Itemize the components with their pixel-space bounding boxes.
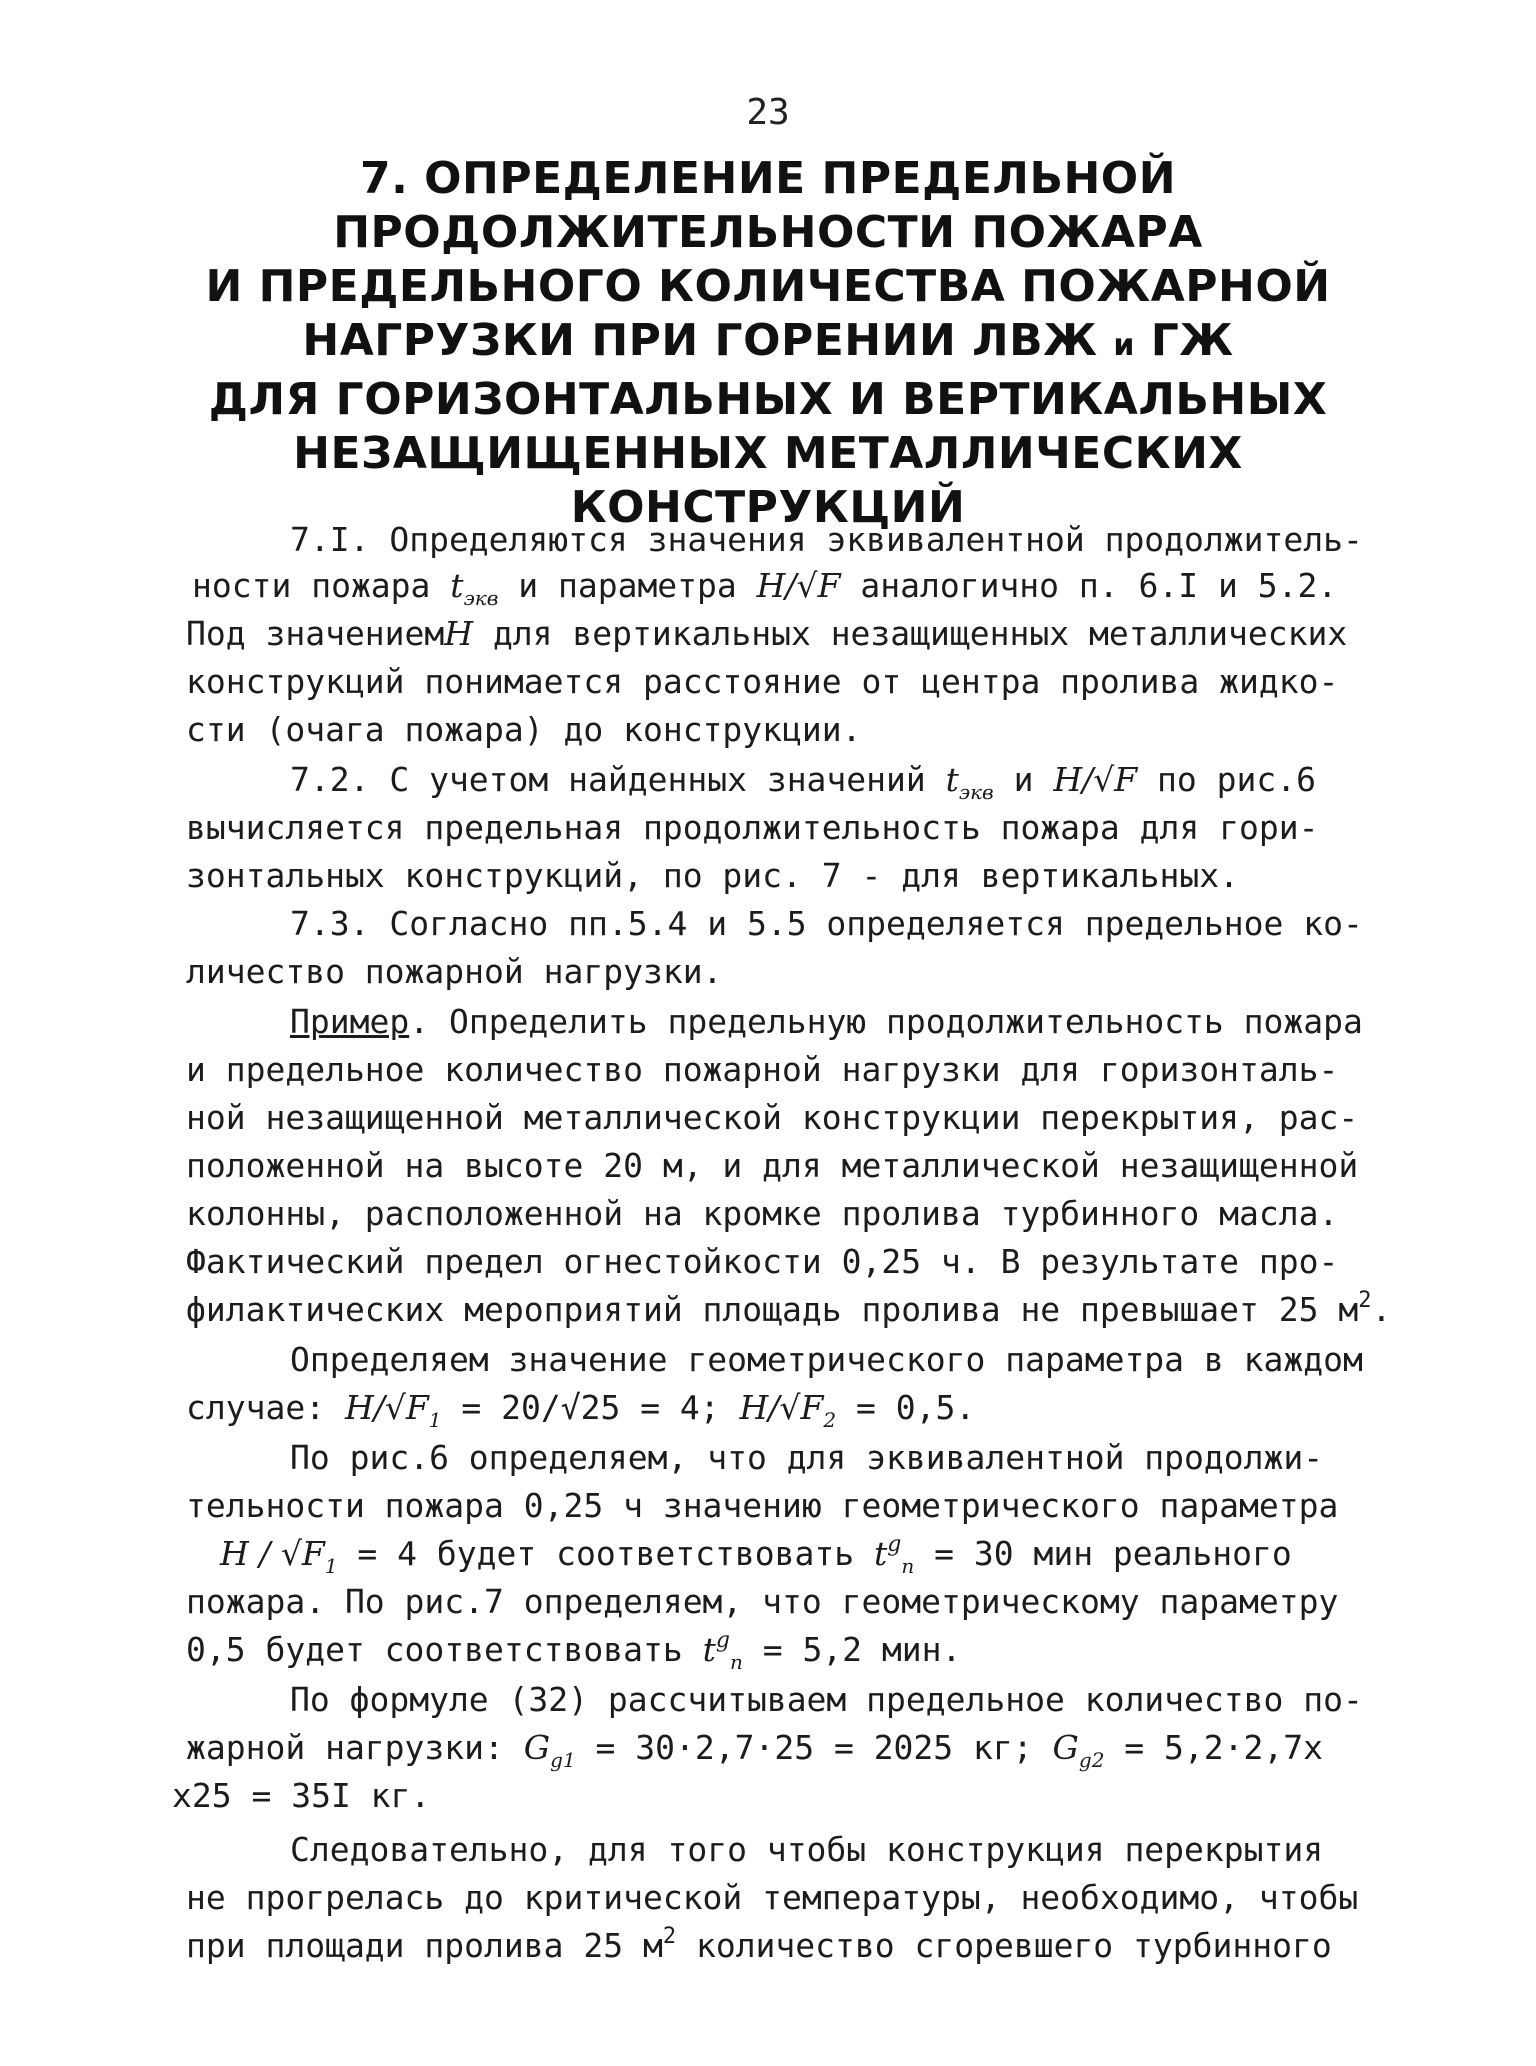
text-span: и <box>1013 760 1034 799</box>
page-number: 23 <box>746 92 790 133</box>
formula: H / $√F_1$ <box>220 1534 338 1578</box>
text-span: . Определить предельную продолжительность пожара <box>409 1002 1363 1041</box>
text-span: при площади пролива 25 м <box>186 1926 663 1965</box>
formula: H <box>444 614 474 653</box>
text-line: тельности пожара 0,25 ч значению геометрического параметра <box>186 1486 1339 1525</box>
section-heading <box>140 152 1396 535</box>
formula: H/√F <box>756 566 841 605</box>
text-line <box>186 614 1347 653</box>
text-line: сти (очага пожара) до конструкции. <box>186 710 862 749</box>
text-line: положенной на высоте 20 м, и для металлической незащищенной <box>186 1146 1359 1185</box>
text-span: и параметра <box>518 566 737 605</box>
formula: $H/√F_2$ <box>739 1388 837 1432</box>
text-line <box>186 1728 1323 1772</box>
text-line: зонтальных конструкций, по рис. 7 - для вертикальных. <box>186 856 1239 895</box>
superscript: 2 <box>1358 1288 1372 1313</box>
text-line <box>290 1002 1363 1041</box>
text-span: 0,5 будет соответствовать <box>186 1630 683 1669</box>
text-span: = 20/√25 = 4; <box>461 1388 720 1427</box>
formula: H/√F <box>1053 760 1138 799</box>
text-line: По рис.6 определяем, что для эквивалентной продолжи- <box>290 1438 1324 1477</box>
formula: $t_{экв}$ <box>945 760 994 804</box>
text-span: = 5,2·2,7x <box>1124 1728 1323 1767</box>
text-line <box>186 1290 1391 1329</box>
text-span: жарной нагрузки: <box>186 1728 504 1767</box>
text-span: = 30 мин реального <box>934 1534 1292 1573</box>
heading-text: НАГРУЗКИ ПРИ ГОРЕНИИ ЛВЖ <box>302 315 1098 366</box>
text-span: = 0,5. <box>855 1388 976 1427</box>
heading-line: 7. ОПРЕДЕЛЕНИЕ ПРЕДЕЛЬНОЙ <box>359 153 1177 204</box>
text-line <box>220 1532 1292 1578</box>
text-line <box>186 1628 962 1674</box>
text-line: x25 = 35I кг. <box>172 1776 431 1815</box>
text-span: случае: <box>186 1388 326 1427</box>
text-line <box>290 760 1316 804</box>
formula: $G_{g1}$ <box>523 1728 576 1772</box>
formula: $t^g_п$ <box>874 1532 915 1578</box>
formula: $G_{g2}$ <box>1052 1728 1105 1772</box>
heading-line: ПРОДОЛЖИТЕЛЬНОСТИ ПОЖАРА <box>333 207 1203 258</box>
text-line: ной незащищенной металлической конструкции перекрытия, рас- <box>186 1098 1359 1137</box>
heading-line <box>140 314 1396 373</box>
text-line: не прогрелась до критической температуры, необходимо, чтобы <box>186 1878 1359 1917</box>
example-label: Пример <box>290 1002 410 1041</box>
text-line: конструкций понимается расстояние от центра пролива жидко- <box>186 662 1339 701</box>
heading-conjunction: и <box>1113 328 1135 363</box>
text-span: Под значением <box>186 614 445 653</box>
text-span: = 5,2 мин. <box>762 1630 962 1669</box>
text-line: Фактический предел огнестойкости 0,25 ч. В результате про- <box>186 1242 1339 1281</box>
superscript: 2 <box>662 1924 677 1949</box>
text-line <box>192 566 1338 610</box>
text-span: . <box>1371 1290 1392 1329</box>
text-line: колонны, расположенной на кромке пролива турбинного масла. <box>186 1194 1339 1233</box>
text-span: = 4 будет соответствовать <box>357 1534 855 1573</box>
text-line: вычисляется предельная продолжительность пожара для гори- <box>186 808 1319 847</box>
text-line: Определяем значение геометрического параметра в каждом <box>290 1340 1363 1379</box>
text-line: пожара. По рис.7 определяем, что геометрическому параметру <box>186 1582 1339 1621</box>
heading-line: ДЛЯ ГОРИЗОНТАЛЬНЫХ И ВЕРТИКАЛЬНЫХ <box>208 374 1328 425</box>
text-span: аналогично п. 6.I и 5.2. <box>860 566 1338 605</box>
text-span: = 30·2,7·25 = 2025 кг; <box>595 1728 1033 1767</box>
text-line <box>186 1388 976 1432</box>
text-span: ности пожара <box>192 566 431 605</box>
text-span: 7.2. С учетом найденных значений <box>290 760 926 799</box>
heading-line: И ПРЕДЕЛЬНОГО КОЛИЧЕСТВА ПОЖАРНОЙ <box>205 261 1331 312</box>
text-line: Следовательно, для того чтобы конструкция перекрытия <box>290 1830 1324 1869</box>
text-line: и предельное количество пожарной нагрузки для горизонталь- <box>186 1050 1339 1089</box>
text-line <box>186 1926 1332 1965</box>
text-line: личество пожарной нагрузки. <box>186 952 723 991</box>
heading-text: ГЖ <box>1150 315 1234 366</box>
formula: $t_{экв}$ <box>450 566 499 610</box>
text-span: количество сгоревшего турбинного <box>695 1926 1332 1965</box>
formula: $H/√F_1$ <box>344 1388 442 1432</box>
text-span: по рис.6 <box>1157 760 1316 799</box>
heading-line: КОНСТРУКЦИЙ <box>570 482 966 533</box>
heading-line: НЕЗАЩИЩЕННЫХ МЕТАЛЛИЧЕСКИХ <box>293 428 1243 479</box>
text-line: По формуле (32) рассчитываем предельное количество по- <box>290 1680 1363 1719</box>
text-span: для вертикальных незащищенных металлических <box>492 614 1348 653</box>
formula: $t^g_п$ <box>702 1628 743 1674</box>
text-line: 7.3. Согласно пп.5.4 и 5.5 определяется предельное ко- <box>290 904 1363 943</box>
text-span: филактических мероприятий площадь пролива не превышает 25 м <box>186 1290 1359 1329</box>
text-line: 7.I. Определяются значения эквивалентной продолжитель- <box>290 520 1363 559</box>
